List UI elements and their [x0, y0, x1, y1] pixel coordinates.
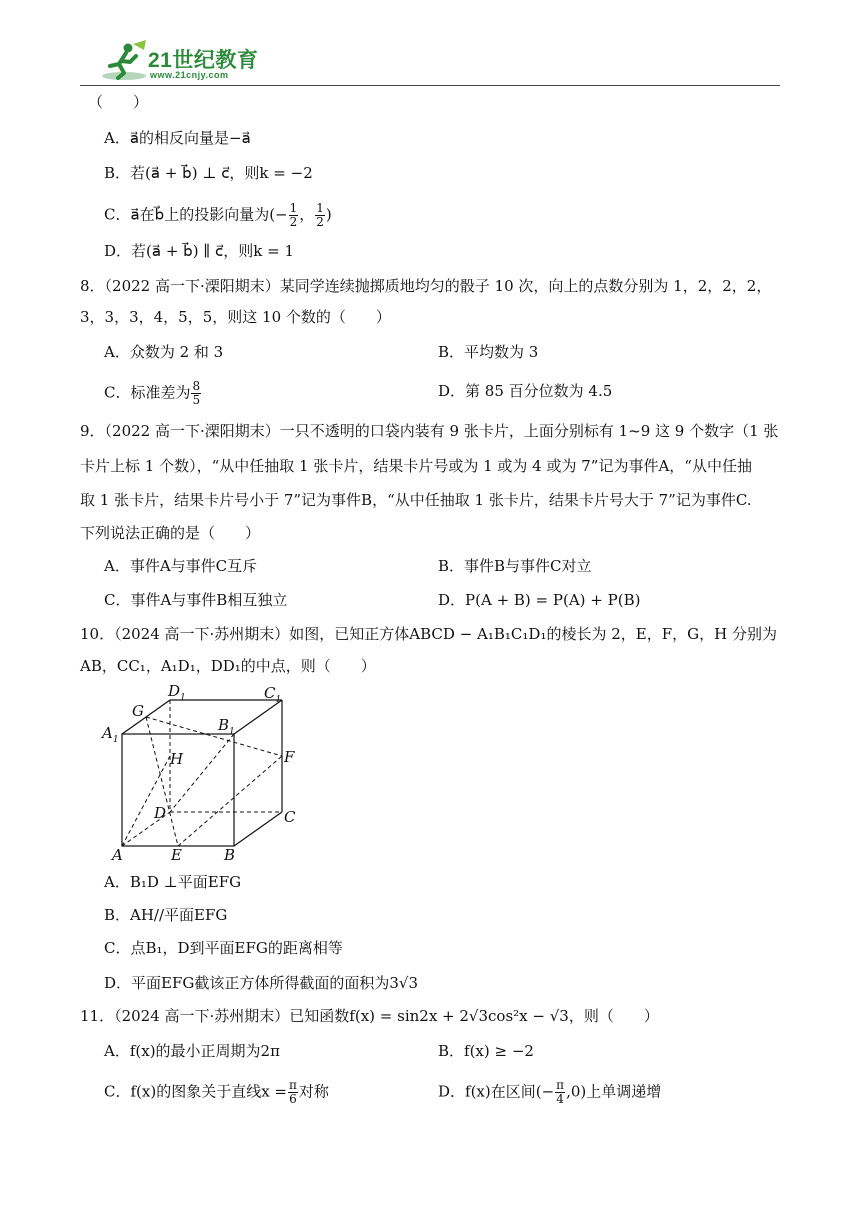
label-f: F	[284, 748, 295, 766]
q9-line-4: 下列说法正确的是（ ）	[80, 524, 261, 542]
q9-option-d: D．P(A + B) = P(A) + P(B)	[438, 591, 641, 609]
runner-logo-icon	[100, 40, 148, 82]
q11-option-a: A．f(x)的最小正周期为2π	[104, 1042, 280, 1060]
header-logo	[100, 40, 780, 86]
q11-option-d-suffix: ,0)上单调递增	[566, 1082, 662, 1101]
q11-c-fraction-den: 6	[289, 1092, 297, 1106]
q10-line-1: 10．（2024 高一下·苏州期末）如图，已知正方体ABCD − A₁B₁C₁D₁的棱长为 2，E，F，G，H 分别为	[80, 625, 777, 643]
q8-line-1: 8．（2022 高一下·溧阳期末）某同学连续抛掷质地均匀的骰子 10 次，向上的点数分别为 1，2，2，2，	[80, 277, 772, 295]
q11-option-b: B．f(x) ≥ −2	[438, 1042, 534, 1060]
q11-option-c-suffix: 对称	[298, 1082, 329, 1101]
label-g: G	[132, 702, 144, 720]
q7-fraction-1-num: 1	[289, 201, 298, 215]
q11-option-d	[438, 1079, 661, 1106]
cube-hidden-edges	[122, 700, 282, 846]
q11-line-1: 11．（2024 高一下·苏州期末）已知函数f(x) = sin2x + 2√3cos²x − √3，则（ ）	[80, 1007, 659, 1025]
q10-option-a: A．B₁D ⊥平面EFG	[104, 873, 242, 891]
q11-d-fraction	[555, 1079, 565, 1106]
q10-option-b: B．AH//平面EFG	[104, 906, 228, 924]
label-c1: $C_1$	[264, 684, 282, 705]
q7-option-c	[104, 202, 332, 229]
edge-b-c	[234, 812, 282, 846]
q11-option-d-prefix: D．f(x)在区间(−	[438, 1082, 555, 1101]
q7-fraction-2-num: 1	[316, 201, 324, 215]
q11-c-fraction-num: π	[289, 1078, 297, 1092]
header-divider	[80, 85, 780, 86]
q10-option-d: D．平面EFG截该正方体所得截面的面积为3√3	[104, 974, 419, 992]
q9-line-3: 取 1 张卡片，结果卡片号小于 7”记为事件B，“从中任抽取 1 张卡片，结果卡片号大于 7”记为事件C.	[80, 491, 752, 509]
q8-fraction	[191, 380, 201, 407]
q7-fraction-2	[315, 202, 325, 229]
segment-a-h	[122, 756, 170, 846]
q11-d-fraction-num: π	[556, 1078, 565, 1092]
q8-option-a: A．众数为 2 和 3	[104, 343, 224, 361]
cube-figure	[100, 684, 310, 864]
q7-option-d: D．若(a⃗ + b⃗) ∥ c⃗，则k = 1	[104, 242, 294, 260]
q9-line-2: 卡片上标 1 个数），“从中任抽取 1 张卡片，结果卡片号或为 1 或为 4 或为 7”记为事件A，“从中任抽	[80, 457, 752, 475]
logo-url: www.21cnjy.com	[150, 70, 229, 80]
q7-stem-tail: （ ）	[88, 93, 149, 111]
q10-option-c: C．点B₁，D到平面EFG的距离相等	[104, 939, 343, 957]
q9-option-b: B．事件B与事件C对立	[438, 557, 592, 575]
q7-fraction-1-den: 2	[289, 215, 298, 229]
label-b1: $B_1$	[218, 716, 235, 737]
q9-option-a: A．事件A与事件C互斥	[104, 557, 258, 575]
segment-g-e	[146, 717, 178, 846]
q8-fraction-den: 5	[192, 393, 201, 407]
edge-b1-c1	[234, 700, 282, 734]
q7-fraction-1	[289, 202, 299, 229]
q11-option-c-prefix: C．f(x)的图象关于直线x =	[104, 1082, 287, 1101]
q11-option-c	[104, 1079, 329, 1106]
label-a1: $A_1$	[102, 724, 119, 745]
q7-fraction-2-den: 2	[316, 215, 324, 229]
label-c: C	[284, 808, 296, 826]
segment-e-f	[178, 756, 282, 846]
label-a: A	[112, 846, 123, 864]
q7-option-c-prefix: C．a⃗在b⃗上的投影向量为(−	[104, 205, 288, 224]
label-e: E	[171, 846, 182, 864]
label-b: B	[224, 846, 236, 864]
q7-option-b: B．若(a⃗ + b⃗) ⊥ c⃗，则k = −2	[104, 164, 313, 182]
q8-option-d: D．第 85 百分位数为 4.5	[438, 382, 613, 400]
q8-option-c	[104, 380, 202, 407]
q8-fraction-num: 8	[192, 379, 201, 393]
label-d: D	[154, 804, 167, 822]
q8-option-c-prefix: C．标准差为	[104, 383, 191, 402]
logo-title: 21世纪教育	[148, 49, 259, 72]
q8-line-2: 3，3，3，4，5，5，则这 10 个数的（ ）	[80, 308, 391, 326]
label-d1: $D_1$	[168, 684, 186, 703]
segment-b1-d	[170, 734, 234, 812]
q9-option-c: C．事件A与事件B相互独立	[104, 591, 288, 609]
q11-c-fraction	[288, 1079, 298, 1106]
q7-option-c-suffix: )	[325, 205, 332, 224]
q9-line-1: 9．（2022 高一下·溧阳期末）一只不透明的口袋内装有 9 张卡片，上面分别标有 1~9 这 9 个数字（1 张	[80, 422, 779, 440]
q7-option-c-comma: ，	[299, 205, 315, 224]
segment-g-f	[146, 717, 282, 756]
q11-d-fraction-den: 4	[556, 1092, 564, 1106]
q8-option-b: B．平均数为 3	[438, 343, 539, 361]
q7-option-a: A．a⃗的相反向量是−a⃗	[104, 129, 251, 147]
q10-line-2: AB，CC₁，A₁D₁，DD₁的中点，则（ ）	[80, 657, 376, 675]
label-h: H	[170, 750, 184, 768]
